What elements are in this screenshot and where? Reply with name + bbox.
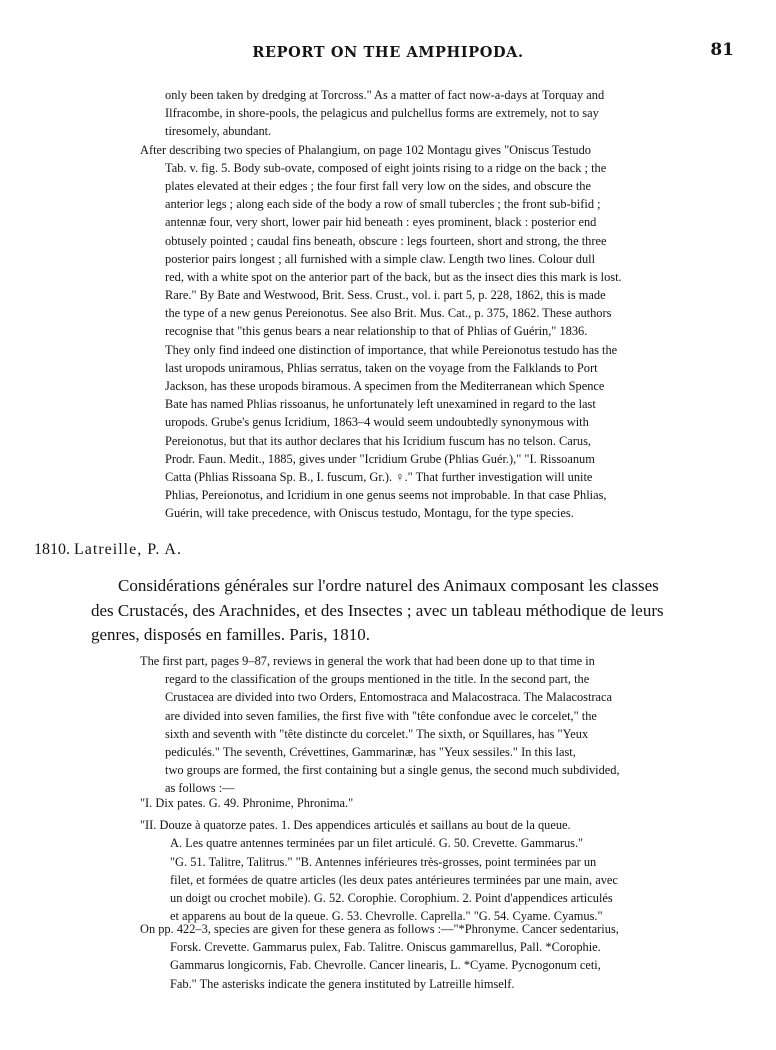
text-line: Prodr. Faun. Medit., 1885, gives under "Icridium Grube (Phlias Guér.)," "I. Rissoanum — [165, 451, 595, 466]
montagu-paragraph — [140, 141, 730, 523]
text-line: anterior legs ; along each side of the body a row of small tubercles ; the front sub-bifid ; — [165, 197, 601, 212]
entry-title — [91, 574, 730, 648]
text-line: regard to the classification of the groups mentioned in the title. In the second part, the — [165, 672, 590, 687]
text-line: Tab. v. fig. 5. Body sub-ovate, composed of eight joints rising to a ridge on the back ; the — [165, 160, 607, 175]
text-line: After describing two species of Phalangium, on page 102 Montagu gives "Oniscus Testudo — [140, 142, 591, 157]
text-line: Ilfracombe, in shore-pools, the pelagicus and pulchellus forms are extremely, not to say — [165, 106, 599, 121]
quote-block — [140, 794, 730, 925]
running-title: REPORT ON THE AMPHIPODA. — [252, 44, 524, 61]
text-line: Catta (Phlias Rissoana Sp. B., I. fuscum, Gr.). ♀." That further investigation will unite — [165, 469, 593, 484]
quote-line: "I. Dix pates. G. 49. Phronime, Phronima." — [140, 796, 354, 810]
title-line: genres, disposés en familles. Paris, 1810. — [91, 625, 371, 644]
quote-line: "G. 51. Talitre, Talitrus." "B. Antennes inférieures très-grosses, point terminées par un — [170, 854, 597, 869]
text-line: Gammarus longicornis, Fab. Chevrolle. Cancer linearis, L. *Cyame. Pycnogonum ceti, — [170, 958, 601, 973]
quote-line: filet, et formées de quatre articles (les deux pates antérieures terminées par une main, avec — [170, 872, 618, 887]
text-line: antennæ four, very short, lower pair hid beneath : eyes prominent, black : posterior end — [165, 215, 597, 230]
text-line: as follows :— — [165, 781, 235, 796]
page-number: 81 — [710, 40, 734, 60]
text-line: Bate has named Phlias rissoanus, he unfortunately left unexamined in regard to the last — [165, 397, 596, 412]
continuation-paragraph — [165, 86, 730, 141]
latreille-summary — [140, 652, 730, 798]
text-line: uropods. Grube's genus Icridium, 1863–4 would seem undoubtedly synonymous with — [165, 415, 589, 430]
title-line: Considérations générales sur l'ordre naturel des Animaux composant les classes — [118, 576, 659, 595]
text-line: Pereionotus, but that its author declares that his Icridium fuscum has no telson. Carus, — [165, 433, 592, 448]
text-line: Crustacea are divided into two Orders, Entomostraca and Malacostraca. The Malacostraca — [165, 690, 613, 705]
title-line: des Crustacés, des Arachnides, et des Insectes ; avec un tableau méthodique de leurs — [91, 600, 664, 620]
text-line: two groups are formed, the first containing but a single genus, the second much subdivided, — [165, 763, 620, 778]
entry-heading — [34, 541, 182, 559]
species-paragraph — [140, 920, 730, 993]
text-line: last uropods uniramous, Phlias serratus, taken on the voyage from the Falklands to Port — [165, 360, 598, 375]
text-line: Jackson, has these uropods biramous. A specimen from the Mediterranean which Spence — [165, 379, 605, 394]
quote-line: "II. Douze à quatorze pates. 1. Des appendices articulés et saillans au bout de la queue. — [140, 818, 571, 833]
running-header — [0, 26, 776, 61]
text-line: red, with a white spot on the anterior part of the back, but as the insect dies this mark is lost. — [165, 269, 622, 284]
text-line: tiresomely, abundant. — [165, 124, 272, 139]
text-line: Rare." By Bate and Westwood, Brit. Sess. Crust., vol. i. part 5, p. 228, 1862, this is made — [165, 288, 606, 303]
text-line: only been taken by dredging at Torcross." As a matter of fact now-a-days at Torquay and — [165, 88, 605, 102]
text-line: sixth and seventh with "tête distincte du corcelet." The sixth, or Squillares, has "Yeux — [165, 726, 589, 741]
text-line: posterior pairs longest ; all furnished with a simple claw. Length two lines. Colour dull — [165, 251, 596, 266]
text-line: the type of a new genus Pereionotus. See also Brit. Mus. Cat., p. 375, 1862. These authors — [165, 306, 612, 321]
text-line: Forsk. Crevette. Gammarus pulex, Fab. Talitre. Oniscus gammarellus, Pall. *Corophie. — [170, 940, 601, 955]
text-line: plates elevated at their edges ; the four first fall very low on the sides, and obscure the — [165, 178, 591, 193]
text-line: The first part, pages 9–87, reviews in general the work that had been done up to that time in — [140, 654, 595, 668]
text-line: are divided into seven families, the first five with "tête confondue avec le corcelet," the — [165, 708, 597, 723]
quote-line: un doigt ou crochet mobile). G. 52. Corophie. Corophium. 2. Point d'appendices articulés — [170, 890, 613, 905]
text-line: recognise that "this genus bears a near relationship to that of Phlias of Guérin," 1836. — [165, 324, 588, 339]
text-line: pediculés." The seventh, Crévettines, Gammarinæ, has "Yeux sessiles." In this last, — [165, 744, 576, 759]
quote-line: A. Les quatre antennes terminées par un filet articulé. G. 50. Crevette. Gammarus." — [170, 836, 584, 851]
text-line: Guérin, will take precedence, with Oniscus testudo, Montagu, for the type species. — [165, 506, 574, 521]
text-line: obtusely pointed ; caudal fins beneath, obscure : legs fourteen, short and strong, the three — [165, 233, 607, 248]
text-line: Fab." The asterisks indicate the genera instituted by Latreille himself. — [170, 976, 515, 991]
entry-author: Latreille, P. A. — [74, 541, 182, 558]
entry-year: 1810. — [34, 541, 70, 558]
quote-line: et apparens au bout de la queue. G. 53. Chevrolle. Caprella." "G. 54. Cyame. Cyamus." — [170, 909, 603, 924]
text-line: On pp. 422–3, species are given for these genera as follows :—"*Phronyme. Cancer sedentarius, — [140, 922, 619, 936]
text-line: Phlias, Pereionotus, and Icridium in one genus seems not improbable. In that case Phlias, — [165, 488, 607, 503]
text-line: They only find indeed one distinction of importance, that while Pereionotus testudo has the — [165, 342, 618, 357]
